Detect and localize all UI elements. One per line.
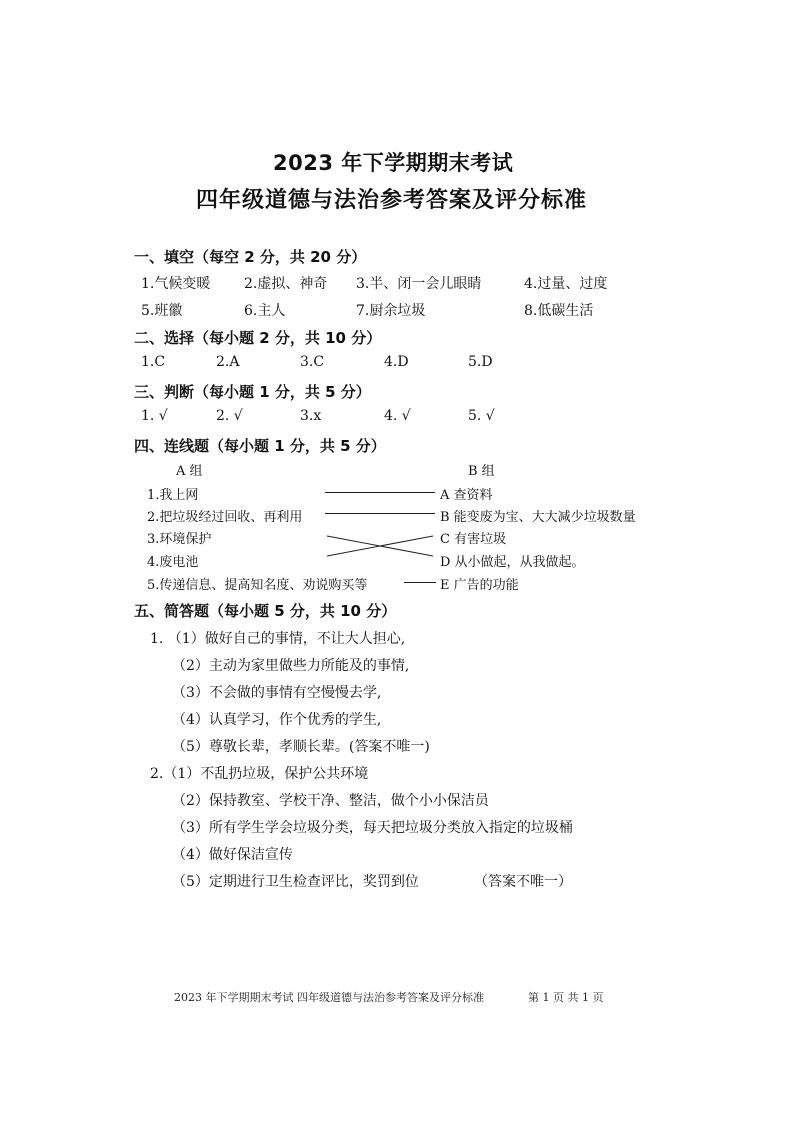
short-answer-line: （2）保持教室、学校干净、整洁，做个小小保洁员	[172, 793, 489, 809]
page-footer: 2023 年下学期期末考试 四年级道德与法治参考答案及评分标准	[174, 991, 484, 1004]
short-answer-line: 2.（1）不乱扔垃圾，保护公共环境	[150, 766, 369, 782]
short-answer-line: （5）尊敬长辈，孝顺长辈。(答案不唯一)	[172, 739, 430, 755]
match-left-item: 3.环境保护	[147, 532, 212, 547]
match-left-item: 1.我上网	[147, 488, 199, 503]
answer-item: 2. √	[216, 408, 243, 424]
section-heading-judge: 三、判断（每小题 1 分，共 5 分）	[134, 383, 371, 401]
answer-item: 8.低碳生活	[524, 303, 594, 319]
match-cross-lines	[325, 530, 435, 560]
answer-item: 1. √	[141, 408, 168, 424]
answer-item: 6.主人	[244, 303, 286, 319]
match-right-item: C 有害垃圾	[440, 532, 507, 547]
short-answer-line: 1. （1）做好自己的事情，不让大人担心,	[150, 631, 406, 647]
match-left-item: 2.把垃圾经过回收、再利用	[147, 510, 303, 525]
answer-item: 3.x	[300, 408, 322, 424]
group-a-label: A 组	[176, 464, 203, 479]
short-answer-note: （答案不唯一）	[474, 874, 572, 890]
section-heading-fill-in: 一、填空（每空 2 分，共 20 分）	[134, 248, 367, 266]
page-title: 2023 年下学期期末考试	[273, 151, 514, 175]
answer-item: 3.半、闭一会儿眼睛	[356, 276, 482, 292]
short-answer-line: （3）所有学生学会垃圾分类，每天把垃圾分类放入指定的垃圾桶	[172, 820, 573, 836]
match-right-item: D 从小做起，从我做起。	[440, 555, 585, 570]
short-answer-line: （4）做好保洁宣传	[172, 847, 293, 863]
section-heading-choice: 二、选择（每小题 2 分，共 10 分）	[134, 329, 382, 347]
section-heading-matching: 四、连线题（每小题 1 分，共 5 分）	[134, 437, 386, 455]
answer-item: 5.D	[468, 354, 493, 370]
short-answer-line: （5）定期进行卫生检查评比，奖罚到位	[172, 874, 419, 890]
answer-item: 7.厨余垃圾	[356, 303, 426, 319]
match-line-1-a	[325, 492, 435, 493]
match-line-2-b	[325, 513, 435, 514]
match-line-5-e	[404, 582, 436, 583]
section-heading-short-answer: 五、简答题（每小题 5 分，共 10 分）	[134, 602, 397, 620]
answer-item: 2.A	[216, 354, 240, 370]
short-answer-line: （4）认真学习，作个优秀的学生,	[172, 712, 382, 728]
match-left-item: 5.传递信息、提高知名度、劝说购买等	[147, 578, 368, 593]
short-answer-line: （3）不会做的事情有空慢慢去学,	[172, 685, 382, 701]
answer-item: 5.班徽	[141, 303, 183, 319]
page-number: 第 1 页 共 1 页	[528, 991, 604, 1004]
page-subtitle: 四年级道德与法治参考答案及评分标准	[196, 188, 588, 213]
answer-item: 4. √	[384, 408, 411, 424]
match-right-item: A 查资料	[440, 488, 493, 503]
match-right-item: E 广告的功能	[440, 578, 519, 593]
answer-item: 3.C	[300, 354, 325, 370]
answer-item: 1.气候变暖	[141, 276, 211, 292]
answer-item: 5. √	[468, 408, 495, 424]
short-answer-line: （2）主动为家里做些力所能及的事情,	[172, 658, 410, 674]
answer-item: 2.虚拟、神奇	[244, 276, 328, 292]
match-left-item: 4.废电池	[147, 555, 199, 570]
answer-item: 4.过量、过度	[524, 276, 608, 292]
match-right-item: B 能变废为宝、大大减少垃圾数量	[440, 510, 636, 525]
group-b-label: B 组	[468, 464, 495, 479]
answer-item: 4.D	[384, 354, 409, 370]
answer-item: 1.C	[141, 354, 166, 370]
